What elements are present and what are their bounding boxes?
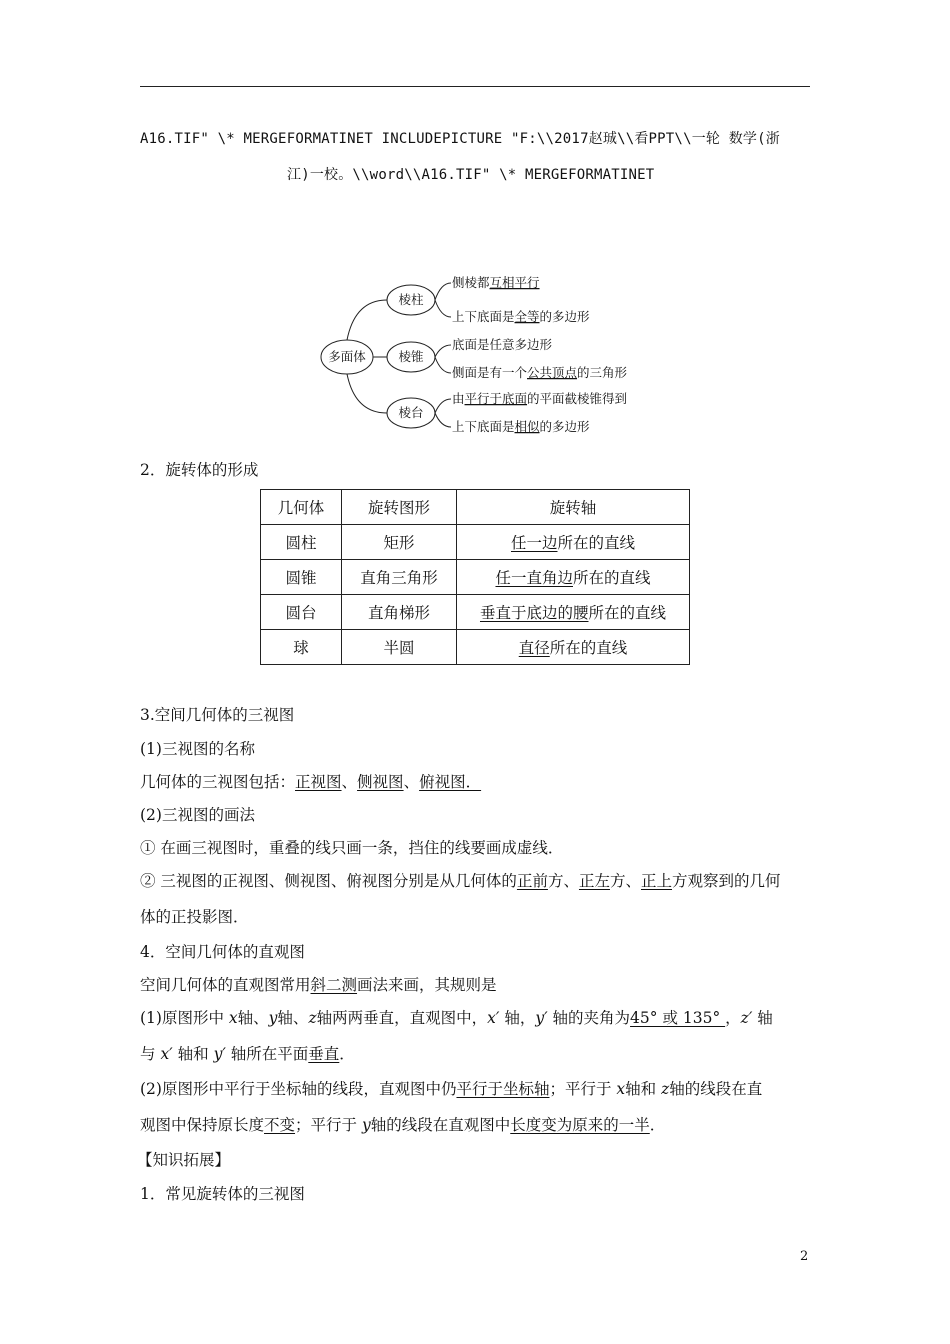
rule-point-1: ① 在画三视图时，重叠的线只画一条，挡住的线要画成虚线．: [140, 839, 564, 857]
table-cell: 圆锥: [261, 560, 342, 595]
underlined-answer: 45° 或 135°: [630, 1009, 726, 1027]
var: y: [361, 1116, 371, 1134]
table-row: [261, 595, 690, 630]
rotation-body-table: [260, 489, 690, 665]
var: z: [308, 1009, 317, 1027]
var: z: [661, 1080, 670, 1098]
table-cell: [457, 630, 690, 665]
var: x: [228, 1009, 238, 1027]
table-row: [261, 630, 690, 665]
table-header-cell: 旋转图形: [342, 490, 457, 525]
polyhedron-mindmap: [315, 265, 655, 445]
three-views-line: [140, 770, 481, 792]
knowledge-extension-heading: 【知识拓展】: [137, 1151, 231, 1169]
mindmap-leaf: 上下底面是相似的多边形: [452, 419, 590, 434]
mindmap-leaf: 侧面是有一个公共顶点的三角形: [452, 365, 628, 380]
underlined-answer: 任一边: [510, 534, 558, 552]
table-cell: 球: [261, 630, 342, 665]
var: x′: [487, 1009, 500, 1027]
table-cell: 直角三角形: [342, 560, 457, 595]
text: 轴两两垂直，直观图中，: [316, 1009, 488, 1027]
rule-1-line-2: [140, 1042, 355, 1064]
text: 轴、: [237, 1009, 269, 1027]
text: 、: [403, 773, 420, 791]
table-header-row: [261, 490, 690, 525]
underlined-answer: 正视图: [295, 773, 342, 791]
text: 几何体的三视图包括：: [140, 773, 296, 791]
text: ，: [725, 1009, 741, 1027]
section-3-heading: 3.空间几何体的三视图: [140, 706, 295, 724]
subheading-drawing: (2)三视图的画法: [140, 806, 255, 824]
var: x: [616, 1080, 626, 1098]
text: ② 三视图的正视图、侧视图、俯视图分别是从几何体的: [140, 872, 517, 890]
table-cell: [457, 595, 690, 630]
text: 画法来画，其规则是: [357, 976, 497, 994]
text: 轴和: [172, 1045, 214, 1063]
header-rule: [140, 86, 810, 87]
text: ．: [649, 1116, 666, 1134]
cell-text: 所在的直线: [557, 534, 636, 552]
cell-text: 所在的直线: [588, 604, 667, 622]
text: ；平行于: [295, 1116, 362, 1134]
table-cell: 直角梯形: [342, 595, 457, 630]
cell-text: 所在的直线: [573, 569, 651, 587]
table-cell: 圆柱: [261, 525, 342, 560]
text: 轴的线段在直观图中: [370, 1116, 511, 1134]
table-header-cell: 旋转轴: [457, 490, 690, 525]
text: 轴的夹角为: [547, 1009, 631, 1027]
text: 方、: [609, 872, 641, 890]
underlined-answer: 任一直角边: [495, 569, 573, 587]
underlined-answer: 俯视图．: [419, 773, 482, 791]
page-number: 2: [800, 1249, 809, 1264]
underlined-answer: 正左: [578, 872, 610, 890]
mindmap-branch: 棱锥: [398, 349, 424, 364]
table-cell: 矩形: [342, 525, 457, 560]
rule-2-line-1: [140, 1077, 762, 1099]
text: 轴、: [277, 1009, 309, 1027]
underlined-answer: 直径: [518, 639, 550, 657]
text: 方、: [547, 872, 579, 890]
subheading-names: (1)三视图的名称: [140, 740, 255, 758]
mindmap-leaf: 底面是任意多边形: [452, 337, 553, 352]
text: (1)原图形中: [140, 1009, 229, 1027]
underlined-answer: 斜二测: [310, 976, 358, 994]
section-4-heading: 4．空间几何体的直观图: [140, 943, 305, 961]
underlined-answer: 正上: [641, 872, 673, 890]
text: 轴: [752, 1009, 773, 1027]
oblique-intro: [140, 973, 497, 995]
var: x′: [160, 1045, 173, 1063]
underlined-answer: 长度变为原来的一半: [510, 1116, 650, 1134]
mindmap-leaf: 侧棱都互相平行: [452, 275, 540, 290]
var: y′: [213, 1045, 226, 1063]
text: 轴的线段在直: [669, 1080, 763, 1098]
mindmap-branch: 棱台: [398, 405, 424, 420]
text: ．: [339, 1045, 355, 1063]
text: (2)原图形中平行于坐标轴的线段，直观图中仍: [140, 1080, 457, 1098]
text: 轴和: [625, 1080, 662, 1098]
var: y′: [535, 1009, 548, 1027]
text: 、: [341, 773, 358, 791]
mindmap-branch: 棱柱: [398, 292, 424, 307]
underlined-answer: 垂直: [308, 1045, 340, 1063]
field-code-line-2: 江)一校。\\word\\A16.TIF" \* MERGEFORMATINET: [287, 167, 655, 183]
table-row: [261, 560, 690, 595]
var: z′: [740, 1009, 753, 1027]
text: 轴，: [499, 1009, 536, 1027]
mindmap-leaf: 上下底面是全等的多边形: [452, 309, 590, 324]
extension-item-1: 1．常见旋转体的三视图: [140, 1185, 305, 1203]
text: ；平行于: [549, 1080, 617, 1098]
field-code-line-1: A16.TIF" \* MERGEFORMATINET INCLUDEPICTURE "F:\\2017赵珹\\看PPT\\一轮 数学(浙: [140, 131, 780, 147]
section-2-heading: 2．旋转体的形成: [140, 461, 259, 479]
cell-text: 所在的直线: [549, 639, 628, 657]
mindmap-leaf: 由平行于底面的平面截棱锥得到: [452, 391, 628, 406]
table-row: [261, 525, 690, 560]
underlined-answer: 垂直于底边的腰: [479, 604, 589, 622]
var: y: [268, 1009, 278, 1027]
table-header-cell: 几何体: [261, 490, 342, 525]
rule-2-line-2: [140, 1113, 665, 1135]
text: 轴所在平面: [225, 1045, 309, 1063]
rule-1-line-1: [140, 1006, 773, 1028]
table-cell: [457, 525, 690, 560]
text: 空间几何体的直观图常用: [140, 976, 311, 994]
table-cell: 半圆: [342, 630, 457, 665]
underlined-answer: 正前: [516, 872, 548, 890]
rule-point-2: [140, 869, 781, 891]
text: 观图中保持原长度: [140, 1116, 265, 1134]
underlined-answer: 不变: [264, 1116, 296, 1134]
rule-point-2-cont: 体的正投影图．: [140, 908, 249, 926]
underlined-answer: 平行于坐标轴: [456, 1080, 550, 1098]
text: 与: [140, 1045, 161, 1063]
table-cell: [457, 560, 690, 595]
underlined-answer: 侧视图: [357, 773, 404, 791]
text: 方观察到的几何: [672, 872, 781, 890]
mindmap-root: 多面体: [328, 349, 366, 364]
table-cell: 圆台: [261, 595, 342, 630]
